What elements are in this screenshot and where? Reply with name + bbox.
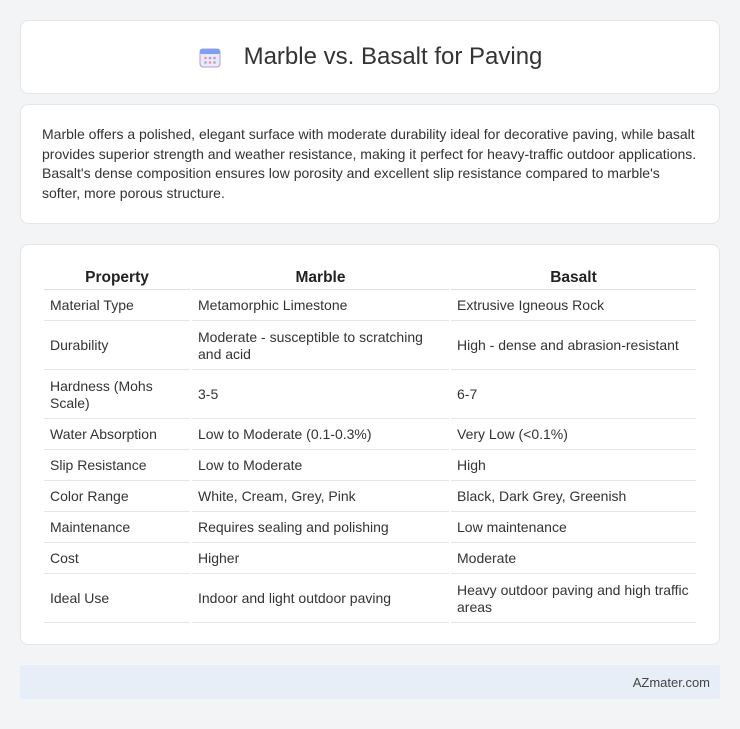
property-cell: Cost — [44, 545, 190, 574]
footer-brand-link[interactable]: AZmater.com — [632, 674, 710, 690]
marble-cell: Low to Moderate — [192, 452, 449, 481]
basalt-cell: Moderate — [451, 545, 696, 574]
calendar-icon — [198, 45, 222, 69]
property-cell: Ideal Use — [44, 576, 190, 623]
header-marble: Marble — [192, 265, 449, 290]
property-cell: Slip Resistance — [44, 452, 190, 481]
basalt-cell: High — [451, 452, 696, 481]
footer-bar — [20, 665, 720, 699]
comparison-table-card — [20, 244, 720, 645]
table-row — [44, 483, 696, 512]
table-row — [44, 421, 696, 450]
table-row — [44, 576, 696, 623]
property-cell: Water Absorption — [44, 421, 190, 450]
property-cell: Color Range — [44, 483, 190, 512]
table-row — [44, 372, 696, 419]
table-row — [44, 452, 696, 481]
marble-cell: Requires sealing and polishing — [192, 514, 449, 543]
property-cell: Material Type — [44, 292, 190, 321]
description-card — [20, 104, 720, 224]
description-text: Marble offers a polished, elegant surface with moderate durability ideal for decorative paving, while basalt provides superior strength and weather resistance, making it perfect for heavy-traffic outdoor applications. Basalt's dense composition ensures low porosity and excellent slip resistance compared to marble's softer, more porous structure. — [42, 126, 697, 201]
basalt-cell: Extrusive Igneous Rock — [451, 292, 696, 321]
comparison-table — [42, 263, 698, 625]
table-header-row — [44, 265, 696, 290]
title-card — [20, 20, 720, 94]
header-property: Property — [44, 265, 190, 290]
marble-cell: Low to Moderate (0.1-0.3%) — [192, 421, 449, 450]
basalt-cell: Low maintenance — [451, 514, 696, 543]
marble-cell: Moderate - susceptible to scratching and acid — [192, 323, 449, 370]
property-cell: Maintenance — [44, 514, 190, 543]
marble-cell: Indoor and light outdoor paving — [192, 576, 449, 623]
basalt-cell: 6-7 — [451, 372, 696, 419]
marble-cell: White, Cream, Grey, Pink — [192, 483, 449, 512]
property-cell: Hardness (Mohs Scale) — [44, 372, 190, 419]
table-row — [44, 545, 696, 574]
marble-cell: Higher — [192, 545, 449, 574]
header-basalt: Basalt — [451, 265, 696, 290]
page-title: Marble vs. Basalt for Paving — [243, 43, 543, 70]
marble-cell: Metamorphic Limestone — [192, 292, 449, 321]
table-row — [44, 292, 696, 321]
table-row — [44, 514, 696, 543]
basalt-cell: Very Low (<0.1%) — [451, 421, 696, 450]
basalt-cell: Heavy outdoor paving and high traffic areas — [451, 576, 696, 623]
marble-cell: 3-5 — [192, 372, 449, 419]
property-cell: Durability — [44, 323, 190, 370]
basalt-cell: High - dense and abrasion-resistant — [451, 323, 696, 370]
basalt-cell: Black, Dark Grey, Greenish — [451, 483, 696, 512]
table-row — [44, 323, 696, 370]
